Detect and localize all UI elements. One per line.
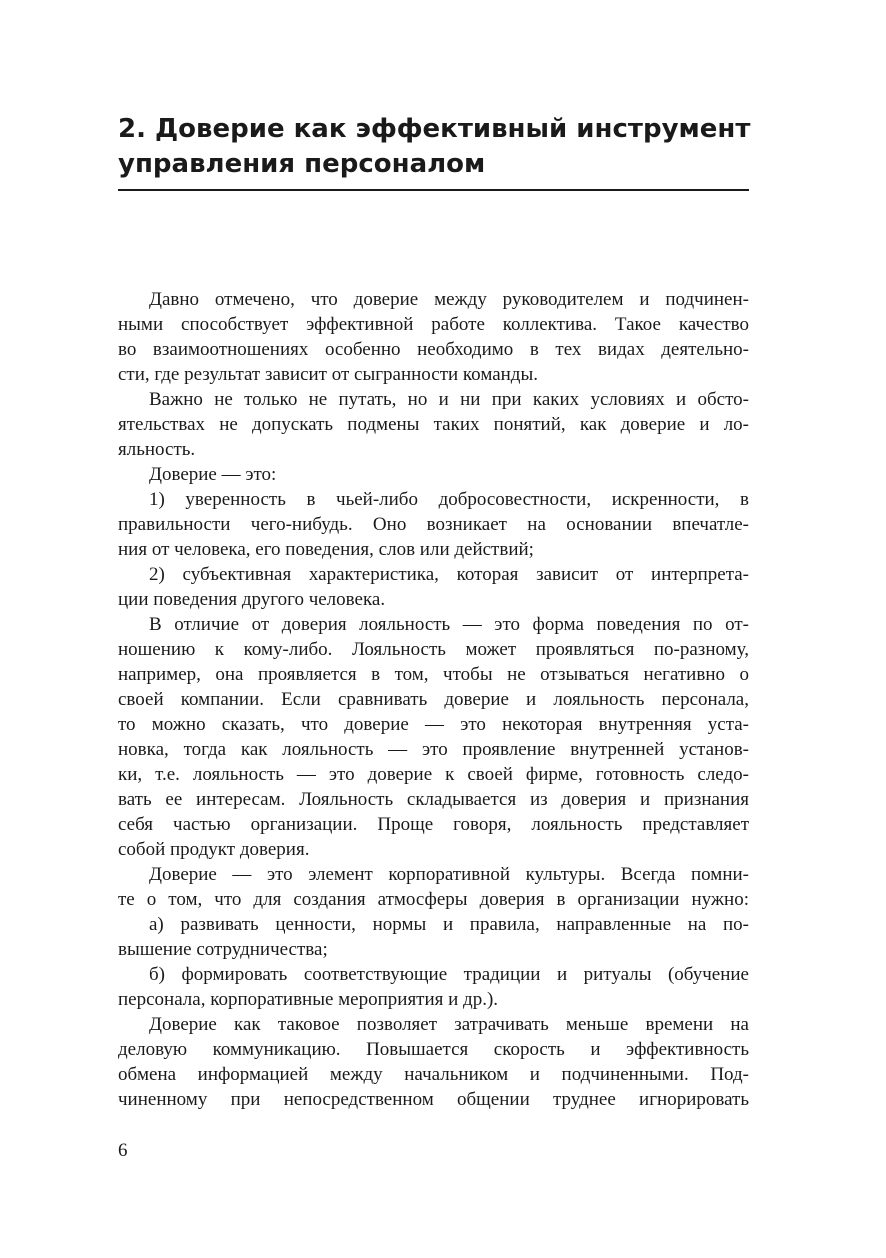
heading-line-1: 2. Доверие как эффективный инструмент — [118, 114, 751, 144]
text-line: Важно не только не путать, но и ни при каких условиях и обсто- — [149, 389, 749, 410]
text-line: ния от человека, его поведения, слов или действий; — [118, 539, 534, 560]
text-line: то можно сказать, что доверие — это некоторая внутренняя уста- — [118, 714, 749, 735]
text-line: Доверие — это элемент корпоративной культуры. Всегда помни- — [149, 864, 749, 885]
text-line: 2) субъективная характеристика, которая зависит от интерпрета- — [149, 564, 749, 585]
text-line: те о том, что для создания атмосферы доверия в организации нужно: — [118, 889, 749, 910]
text-line: Давно отмечено, что доверие между руководителем и подчинен- — [149, 289, 749, 310]
chapter-heading — [118, 112, 758, 182]
text-line: Доверие как таковое позволяет затрачивать меньше времени на — [149, 1014, 749, 1035]
text-line: 1) уверенность в чьей-либо добросовестности, искренности, в — [149, 489, 749, 510]
text-line: В отличие от доверия лояльность — это форма поведения по от- — [149, 614, 749, 635]
text-line: обмена информацией между начальником и подчиненными. Под- — [118, 1064, 749, 1085]
text-line: а) развивать ценности, нормы и правила, направленные на по- — [149, 914, 749, 935]
text-line: ными способствует эффективной работе коллектива. Такое качество — [118, 314, 749, 335]
text-line: себя частью организации. Проще говоря, лояльность представляет — [118, 814, 749, 835]
text-line: персонала, корпоративные мероприятия и др.). — [118, 989, 499, 1010]
text-line: правильности чего-нибудь. Оно возникает на основании впечатле- — [118, 514, 749, 535]
text-line: б) формировать соответствующие традиции и ритуалы (обучение — [149, 964, 749, 985]
text-line: например, она проявляется в том, чтобы не отзываться негативно о — [118, 664, 749, 685]
text-line: ки, т.е. лояльность — это доверие к своей фирме, готовность следо- — [118, 764, 749, 785]
text-line: деловую коммуникацию. Повышается скорость и эффективность — [118, 1039, 749, 1060]
text-line: ции поведения другого человека. — [118, 589, 386, 610]
text-line: вышение сотрудничества; — [118, 939, 328, 960]
text-line: вать ее интересам. Лояльность складывается из доверия и признания — [118, 789, 749, 810]
text-line: Доверие — это: — [149, 464, 277, 485]
heading-underline-rule — [118, 189, 749, 191]
text-line: чиненному при непосредственном общении труднее игнорировать — [118, 1089, 749, 1110]
body-text — [118, 287, 749, 1112]
text-line: собой продукт доверия. — [118, 839, 310, 860]
text-line: во взаимоотношениях особенно необходимо в тех видах деятельно- — [118, 339, 749, 360]
text-line: сти, где результат зависит от сыгранности команды. — [118, 364, 538, 385]
text-line: ношению к кому-либо. Лояльность может проявляться по-разному, — [118, 639, 749, 660]
text-line: новка, тогда как лояльность — это проявление внутренней установ- — [118, 739, 749, 760]
text-line: яльность. — [118, 439, 196, 460]
heading-line-2: управления персоналом — [118, 149, 486, 179]
page-number: 6 — [118, 1140, 128, 1161]
text-line: ятельствах не допускать подмены таких понятий, как доверие и ло- — [118, 414, 749, 435]
text-line: своей компании. Если сравнивать доверие и лояльность персонала, — [118, 689, 749, 710]
